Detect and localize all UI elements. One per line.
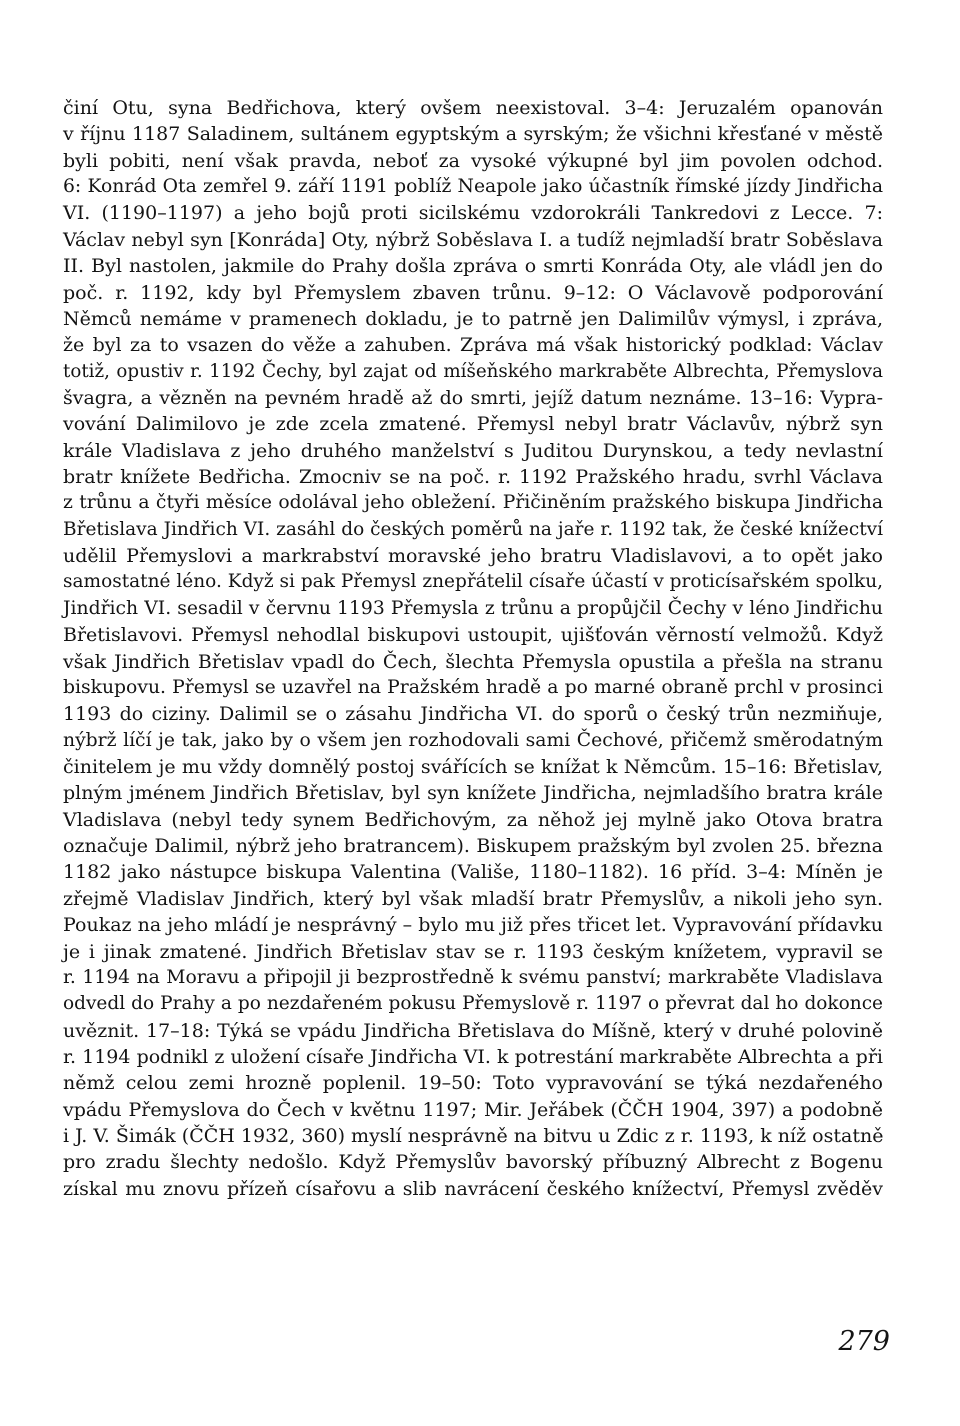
text-line: bratr knížete Bedřicha. Zmocniv se na poč. r. 1192 Pražského hradu, svrhl Václava — [63, 466, 883, 489]
text-line: činí Otu, syna Bedřichova, který ovšem neexistoval. 3–4: Jeruzalém opanován — [63, 97, 883, 119]
text-line: Jindřich VI. sesadil v červnu 1193 Přemysla z trůnu a propůjčil Čechy v léno Jindřichu — [63, 597, 883, 619]
text-line: samostatné léno. Když si pak Přemysl znepřátelil císaře účastí v proticísařském spolku, — [63, 571, 883, 593]
text-line: Poukaz na jeho mládí je nesprávný – bylo mu již přes třicet let. Vypravování přídavku — [63, 914, 883, 937]
text-line: vpádu Přemyslova do Čech v květnu 1197; Mir. Jeřábek (ČČH 1904, 397) a podobně — [63, 1098, 883, 1121]
text-line: r. 1194 podnikl z uložení císaře Jindřicha VI. k potrestání markraběte Albrechta a při — [63, 1045, 883, 1068]
text-line: udělil Přemyslovi a markrabství moravské jeho bratru Vladislavovi, a to opět jako — [63, 545, 883, 568]
text-line: krále Vladislava z jeho druhého manželství s Juditou Durynskou, a tedy nevlastní — [63, 439, 883, 462]
text-line: pro zradu šlechty nedošlo. Když Přemyslův bavorský příbuzný Albrecht z Bogenu — [63, 1151, 883, 1174]
text-line: z trůnu a čtyři měsíce odolával jeho obležení. Přičiněním pražského biskupa Jindřicha — [63, 492, 883, 514]
text-line: r. 1194 na Moravu a připojil ji bezprostředně k svému panství; markraběte Vladislava — [63, 966, 883, 988]
text-line: VI. (1190–1197) a jeho bojů proti sicilskému vzdorokráli Tankredovi z Lecce. 7: — [63, 202, 883, 225]
text-line: Němců nemáme v pramenech dokladu, je to patrně jen Dalimilův výmysl, i zpráva, — [63, 307, 883, 330]
text-line: zřejmě Vladislav Jindřich, který byl však mladší bratr Přemyslův, a nikoli jeho syn. — [63, 887, 883, 910]
text-line — [63, 1202, 883, 1228]
text-line: získal mu znovu přízeň císařovu a slib navrácení českého knížectví, Přemysl zvěděv — [63, 1177, 883, 1200]
text-line: Vladislava (nebyl tedy synem Bedřichovým, za něhož jej mylně jako Otova bratra — [63, 808, 883, 831]
text-line: němž celou zemi hrozně poplenil. 19–50: Toto vypravování se týká nezdařeného — [63, 1072, 883, 1095]
text-line: 1182 jako nástupce biskupa Valentina (Vališe, 1180–1182). 16 příd. 3–4: Míněn je — [63, 861, 883, 884]
text-line: II. Byl nastolen, jakmile do Prahy došla zpráva o smrti Konráda Oty, ale vládl jen do — [63, 255, 883, 278]
text-line: odvedl do Prahy a po nezdařeném pokusu Přemyslově r. 1197 o převrat dal ho dokonce — [63, 993, 883, 1015]
body-text — [63, 95, 883, 1228]
text-line: totiž, opustiv r. 1192 Čechy, byl zajat od míšeňského markraběte Albrechta, Přemyslova — [63, 360, 883, 382]
text-line: v říjnu 1187 Saladinem, sultánem egyptským a syrským; že všichni křesťané v městě — [63, 123, 883, 146]
text-line: byli pobiti, není však pravda, neboť za vysoké výkupné byl jim povolen odchod. — [63, 149, 883, 172]
text-line: činitelem je mu vždy domnělý postoj svářících se knížat k Němcům. 15–16: Břetislav, — [63, 755, 883, 778]
text-line: 6: Konrád Ota zemřel 9. září 1191 poblíž Neapole jako účastník římské jízdy Jindřicha — [63, 176, 883, 198]
text-line: však Jindřich Břetislav vpadl do Čech, šlechta Přemysla opustila a přešla na stranu — [63, 650, 883, 673]
text-line: nýbrž líčí je tak, jako by o všem jen rozhodovali sami Čechové, přičemž směrodatným — [63, 729, 883, 751]
text-line: Václav nebyl syn [Konráda] Oty, nýbrž Soběslava I. a tudíž nejmladší bratr Soběslava — [63, 228, 883, 251]
page-number: 279 — [838, 1326, 890, 1357]
text-line: i J. V. Šimák (ČČH 1932, 360) myslí nesprávně na bitvu u Zdic z r. 1193, k níž ostatně — [63, 1125, 884, 1148]
text-line: uvěznit. 17–18: Týká se vpádu Jindřicha Břetislava do Míšně, který v druhé polovině — [63, 1019, 883, 1042]
text-line: Břetislavovi. Přemysl nehodlal biskupovi ustoupit, ujišťován věrností velmožů. Když — [63, 624, 883, 647]
text-line: švagra, a vězněn na pevném hradě až do smrti, jejíž datum neznáme. 13–16: Vypra‑ — [63, 386, 883, 409]
text-line: plným jménem Jindřich Břetislav, byl syn knížete Jindřicha, nejmladšího bratra krále — [63, 782, 883, 805]
text-line: je i jinak zmatené. Jindřich Břetislav stav se r. 1193 českým knížetem, vypravil se — [63, 940, 883, 963]
text-line: poč. r. 1192, kdy byl Přemyslem zbaven trůnu. 9–12: O Václavově podporování — [63, 281, 883, 304]
text-line: označuje Dalimil, nýbrž jeho bratrancem). Biskupem pražským byl zvolen 25. března — [63, 835, 883, 858]
text-line: biskupovu. Přemysl se uzavřel na Pražském hradě a po marné obraně prchl v prosinci — [63, 676, 883, 698]
text-line: že byl za to vsazen do věže a zahuben. Zpráva má však historický podklad: Václav — [63, 334, 883, 357]
text-line: vování Dalimilovo je zde zcela zmatené. Přemysl nebyl bratr Václavův, nýbrž syn — [63, 413, 883, 436]
text-line: Břetislava Jindřich VI. zasáhl do českých poměrů na jaře r. 1192 tak, že české knížectví — [63, 518, 883, 540]
text-line: 1193 do ciziny. Dalimil se o zásahu Jindřicha VI. do sporů o český trůn nezmiňuje, — [63, 703, 883, 726]
